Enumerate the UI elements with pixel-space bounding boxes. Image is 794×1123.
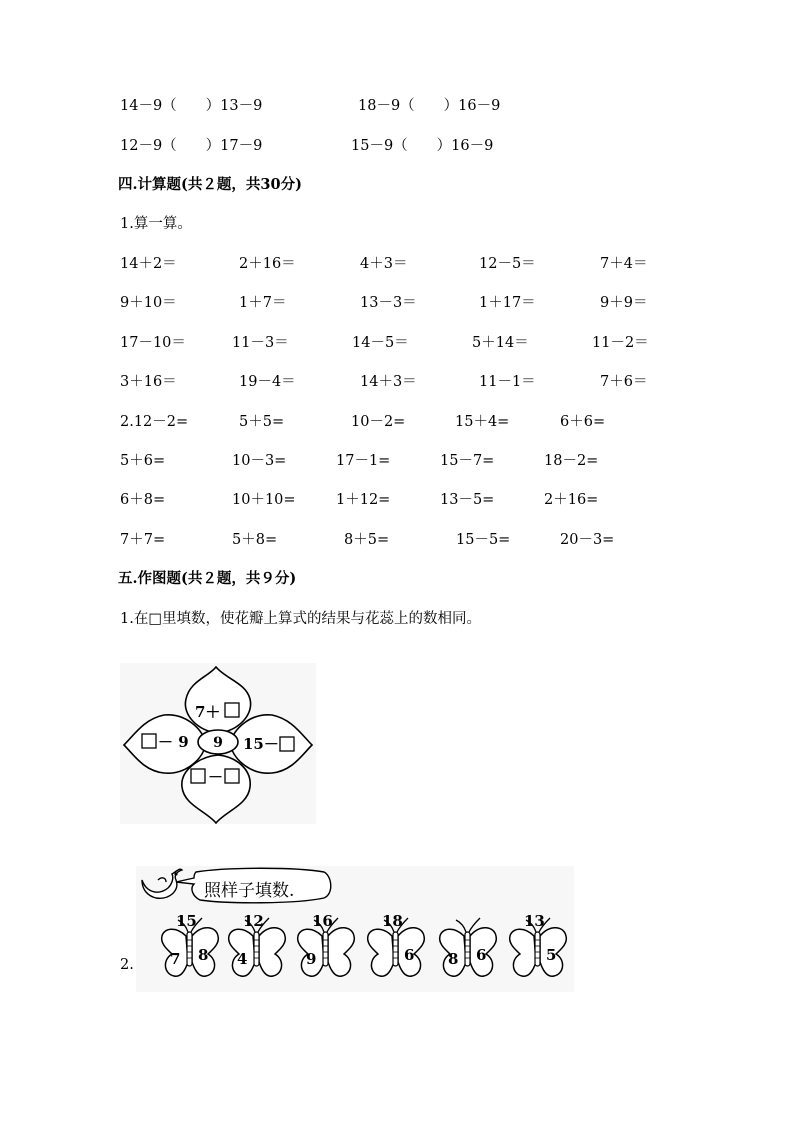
right-petal-box[interactable] <box>280 737 294 751</box>
calc-item: 14＋3＝ <box>360 374 417 390</box>
compare-row2-right: 15－9（ ）16－9 <box>351 138 494 154</box>
calc-item: 7＋4＝ <box>600 256 648 272</box>
calc-item: 10＋10= <box>232 492 296 508</box>
compare-row1-right: 18－9（ ）16－9 <box>358 98 501 114</box>
calc-item: 15－5= <box>456 532 511 548</box>
bottom-petal-text: － <box>208 768 224 786</box>
left-petal-box[interactable] <box>142 734 156 748</box>
butterfly-top-number: 18 <box>382 912 403 930</box>
calc-item: 5＋5= <box>239 414 285 430</box>
section5-heading: 五.作图题(共２题，共９分) <box>118 570 297 587</box>
butterfly-right-number: 8 <box>198 946 209 964</box>
bottom-petal-box-right[interactable] <box>225 769 239 783</box>
calc-item: 1＋12= <box>336 492 391 508</box>
top-petal-text: 7＋ <box>195 703 221 721</box>
section4-q1-label: 1.算一算。 <box>120 216 192 232</box>
petal-top <box>185 667 250 733</box>
calc-item: 11－1＝ <box>479 374 536 390</box>
butterfly-row <box>162 912 567 976</box>
right-petal-text: 15－ <box>243 735 279 753</box>
butterfly-icon <box>368 912 425 976</box>
butterfly-icon <box>229 912 286 976</box>
butterfly-drawing <box>136 866 574 992</box>
calc-item: 7＋7= <box>120 532 166 548</box>
butterfly-left-number: 7 <box>170 950 181 968</box>
calc-item: 3＋16＝ <box>120 374 177 390</box>
butterfly-right-number: 5 <box>546 946 557 964</box>
calc-item: 2＋16= <box>544 492 599 508</box>
calc-item: 15＋4= <box>455 414 510 430</box>
calc-item: 2＋16＝ <box>239 256 296 272</box>
bottom-petal-box-left[interactable] <box>191 769 205 783</box>
calc-item: 9＋10＝ <box>120 295 177 311</box>
butterfly-left-number: 9 <box>306 950 317 968</box>
flower-drawing <box>120 663 316 824</box>
bird-icon <box>142 869 182 898</box>
compare-row1-left: 14－9（ ）13－9 <box>120 98 263 114</box>
butterfly-icon <box>162 912 219 976</box>
calc-item: 1＋17＝ <box>479 295 536 311</box>
calc-item: 15－7= <box>440 453 495 469</box>
calc-item: 6＋8= <box>120 492 166 508</box>
calc-item: 17－1= <box>336 453 391 469</box>
calc-item: 12－5＝ <box>479 256 536 272</box>
calc-item: 18－2= <box>544 453 599 469</box>
butterfly-top-number: 13 <box>524 912 545 930</box>
flower-figure <box>120 663 316 824</box>
butterfly-left-number: 8 <box>448 950 459 968</box>
calc-item: 9＋9＝ <box>600 295 648 311</box>
calc-item: 5＋8= <box>232 532 278 548</box>
butterfly-icon <box>298 912 355 976</box>
butterfly-icon <box>440 918 497 976</box>
calc-item: 8＋5= <box>344 532 390 548</box>
butterfly-left-number: 4 <box>237 950 248 968</box>
calc-item: 6＋6= <box>560 414 606 430</box>
top-petal-box[interactable] <box>225 703 239 717</box>
left-petal-text: － 9 <box>158 733 189 751</box>
calc-item: 11－2＝ <box>592 335 649 351</box>
butterfly-top-number: 12 <box>243 912 264 930</box>
calc-item: 10－3= <box>232 453 287 469</box>
calc-item: 5＋6= <box>120 453 166 469</box>
butterfly-icon <box>510 912 567 976</box>
section4-heading: 四.计算题(共２题，共30分) <box>118 176 302 193</box>
calc-item: 13－5= <box>440 492 495 508</box>
section5-q1-label: 1.在□里填数，使花瓣上算式的结果与花蕊上的数相同。 <box>120 611 482 627</box>
calc-item: 13－3＝ <box>360 295 417 311</box>
butterfly-right-number: 6 <box>404 946 415 964</box>
calc-item: 2.12－2= <box>120 414 189 430</box>
butterfly-figure <box>136 866 574 992</box>
bubble-text: 照样子填数. <box>204 881 295 901</box>
calc-item: 4＋3＝ <box>360 256 408 272</box>
calc-item: 14－5＝ <box>352 335 409 351</box>
calc-item: 1＋7＝ <box>239 295 287 311</box>
calc-item: 5＋14＝ <box>472 335 529 351</box>
compare-row2-left: 12－9（ ）17－9 <box>120 138 263 154</box>
calc-item: 20－3= <box>560 532 615 548</box>
calc-item: 14＋2＝ <box>120 256 177 272</box>
calc-item: 19－4＝ <box>239 374 296 390</box>
butterfly-top-number: 16 <box>312 912 333 930</box>
butterfly-top-number: 15 <box>176 912 197 930</box>
calc-item: 7＋6＝ <box>600 374 648 390</box>
calc-item: 10－2= <box>351 414 406 430</box>
calc-item: 17－10＝ <box>120 335 186 351</box>
calc-item: 11－3＝ <box>232 335 289 351</box>
section5-q2-number: 2. <box>120 957 134 973</box>
butterfly-right-number: 6 <box>476 946 487 964</box>
flower-center-number: 9 <box>213 735 223 751</box>
